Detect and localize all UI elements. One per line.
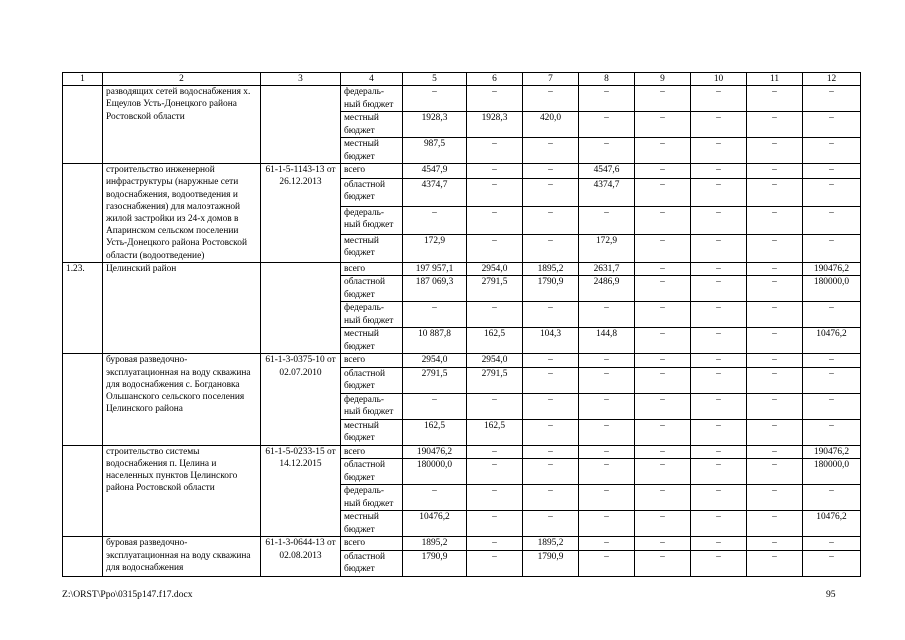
value-cell: 2954,0 (467, 354, 523, 368)
value-cell: 180000,0 (803, 459, 861, 485)
header-cell: 11 (747, 73, 803, 86)
value-cell: – (403, 86, 467, 112)
value-cell: – (467, 234, 523, 262)
value-cell: – (635, 511, 691, 537)
value-cell: – (467, 393, 523, 419)
budget-label: областной бюджет (341, 367, 403, 393)
value-cell: – (803, 206, 861, 234)
value-cell: – (579, 367, 635, 393)
value-cell: – (579, 354, 635, 368)
value-cell: – (691, 537, 747, 551)
budget-label: всего (341, 164, 403, 179)
budget-label: всего (341, 445, 403, 459)
value-cell: – (635, 419, 691, 445)
value-cell: – (747, 206, 803, 234)
value-cell: – (747, 459, 803, 485)
value-cell: – (467, 86, 523, 112)
value-cell: – (803, 178, 861, 206)
value-cell: – (523, 419, 579, 445)
item-description: строительство инженерной инфраструктуры (наружные сети водоснабжения, водоотведения и газоснабжения) для малоэтажной жилой застройки из 24-х домов в Апаринском сельском поселении Усть-Донецкого района Ростовской области (водоотведение) (103, 164, 261, 263)
value-cell: – (523, 393, 579, 419)
value-cell: 2954,0 (403, 354, 467, 368)
value-cell: 162,5 (467, 328, 523, 354)
value-cell: – (579, 393, 635, 419)
value-cell: – (579, 445, 635, 459)
table-row (63, 445, 861, 459)
value-cell: – (747, 328, 803, 354)
item-document: 61-1-3-0644-13 от 02.08.2013 (261, 537, 341, 577)
value-cell: – (747, 112, 803, 138)
value-cell: 10476,2 (803, 328, 861, 354)
item-number (63, 445, 103, 537)
item-description: строительство системы водоснабжения п. Целина и населенных пунктов Целинского района Ростовской области (103, 445, 261, 537)
value-cell: 2791,5 (403, 367, 467, 393)
budget-label: федераль-ный бюджет (341, 206, 403, 234)
value-cell: 2954,0 (467, 262, 523, 276)
value-cell: – (467, 511, 523, 537)
table-row (63, 164, 861, 179)
value-cell: – (635, 302, 691, 328)
table-row (63, 354, 861, 368)
value-cell: – (523, 459, 579, 485)
value-cell: – (579, 511, 635, 537)
value-cell: – (467, 550, 523, 576)
value-cell: – (691, 138, 747, 164)
value-cell: – (635, 138, 691, 164)
value-cell: – (747, 354, 803, 368)
value-cell: – (747, 511, 803, 537)
value-cell: – (579, 550, 635, 576)
value-cell: – (635, 485, 691, 511)
header-cell: 1 (63, 73, 103, 86)
value-cell: 1790,9 (523, 276, 579, 302)
file-path: Z:\ORST\Ppo\0315p147.f17.docx (62, 589, 193, 600)
value-cell: – (747, 550, 803, 576)
value-cell: – (747, 445, 803, 459)
table-row (63, 86, 861, 112)
value-cell: – (747, 485, 803, 511)
budget-label: всего (341, 537, 403, 551)
value-cell: – (803, 419, 861, 445)
value-cell: – (467, 178, 523, 206)
header-cell: 10 (691, 73, 747, 86)
value-cell: – (803, 302, 861, 328)
value-cell: – (579, 537, 635, 551)
value-cell: – (635, 445, 691, 459)
header-cell: 8 (579, 73, 635, 86)
value-cell: – (579, 86, 635, 112)
item-number (63, 86, 103, 164)
budget-label: областной бюджет (341, 276, 403, 302)
value-cell: – (747, 164, 803, 179)
value-cell: – (803, 138, 861, 164)
header-cell: 5 (403, 73, 467, 86)
value-cell: – (523, 138, 579, 164)
value-cell: – (747, 178, 803, 206)
value-cell: 172,9 (403, 234, 467, 262)
value-cell: – (691, 276, 747, 302)
value-cell: – (635, 459, 691, 485)
value-cell: 190476,2 (803, 262, 861, 276)
value-cell: – (691, 550, 747, 576)
budget-label: областной бюджет (341, 459, 403, 485)
header-cell: 6 (467, 73, 523, 86)
value-cell: 162,5 (403, 419, 467, 445)
value-cell: – (803, 537, 861, 551)
value-cell: – (747, 537, 803, 551)
header-cell: 7 (523, 73, 579, 86)
value-cell: 4374,7 (579, 178, 635, 206)
header-row (63, 73, 861, 86)
value-cell: – (691, 302, 747, 328)
value-cell: – (635, 234, 691, 262)
budget-label: федераль-ный бюджет (341, 86, 403, 112)
value-cell: – (747, 419, 803, 445)
value-cell: – (747, 234, 803, 262)
value-cell: – (523, 86, 579, 112)
budget-label: местный бюджет (341, 328, 403, 354)
value-cell: – (747, 302, 803, 328)
value-cell: – (803, 354, 861, 368)
value-cell: – (747, 262, 803, 276)
value-cell: – (691, 178, 747, 206)
budget-label: федераль-ный бюджет (341, 393, 403, 419)
value-cell: 4547,9 (403, 164, 467, 179)
budget-table (62, 72, 861, 577)
value-cell: – (523, 445, 579, 459)
page-number: 95 (826, 589, 836, 600)
value-cell: – (579, 302, 635, 328)
value-cell: 190476,2 (403, 445, 467, 459)
value-cell: – (579, 459, 635, 485)
value-cell: 144,8 (579, 328, 635, 354)
value-cell: – (803, 485, 861, 511)
value-cell: 190476,2 (803, 445, 861, 459)
value-cell: 10476,2 (803, 511, 861, 537)
value-cell: – (803, 393, 861, 419)
value-cell: 162,5 (467, 419, 523, 445)
value-cell: 180000,0 (403, 459, 467, 485)
value-cell: – (467, 445, 523, 459)
value-cell: 2631,7 (579, 262, 635, 276)
header-cell: 3 (261, 73, 341, 86)
value-cell: 1790,9 (523, 550, 579, 576)
budget-label: местный бюджет (341, 234, 403, 262)
item-document: 61-1-3-0375-10 от 02.07.2010 (261, 354, 341, 446)
item-document (261, 86, 341, 164)
value-cell: – (803, 234, 861, 262)
value-cell: 420,0 (523, 112, 579, 138)
value-cell: 180000,0 (803, 276, 861, 302)
value-cell: – (635, 164, 691, 179)
value-cell: – (803, 367, 861, 393)
value-cell: – (523, 511, 579, 537)
value-cell: 197 957,1 (403, 262, 467, 276)
value-cell: – (403, 393, 467, 419)
value-cell: – (579, 419, 635, 445)
item-description: Целинский район (103, 262, 261, 354)
value-cell: 1928,3 (403, 112, 467, 138)
value-cell: – (691, 511, 747, 537)
value-cell: – (635, 328, 691, 354)
value-cell: – (635, 393, 691, 419)
value-cell: – (691, 112, 747, 138)
item-description: буровая разведочно-эксплуатационная на воду скважина для водоснабжения (103, 537, 261, 577)
value-cell: – (691, 393, 747, 419)
item-document: 61-1-5-1143-13 от 26.12.2013 (261, 164, 341, 263)
budget-label: всего (341, 262, 403, 276)
value-cell: – (691, 164, 747, 179)
item-number (63, 354, 103, 446)
table-row (63, 537, 861, 551)
value-cell: – (523, 178, 579, 206)
value-cell: – (747, 393, 803, 419)
value-cell: 987,5 (403, 138, 467, 164)
header-cell: 2 (103, 73, 261, 86)
value-cell: 1895,2 (403, 537, 467, 551)
value-cell: 2791,5 (467, 367, 523, 393)
value-cell: – (523, 234, 579, 262)
budget-label: местный бюджет (341, 112, 403, 138)
item-description: разводящих сетей водоснабжения х. Ещеулов Усть-Донецкого района Ростовской области (103, 86, 261, 164)
value-cell: – (635, 276, 691, 302)
value-cell: – (691, 354, 747, 368)
budget-label: всего (341, 354, 403, 368)
item-number (63, 164, 103, 263)
header-cell: 4 (341, 73, 403, 86)
item-number: 1.23. (63, 262, 103, 354)
item-document: 61-1-5-0233-15 от 14.12.2015 (261, 445, 341, 537)
value-cell: 4547,6 (579, 164, 635, 179)
value-cell: – (579, 138, 635, 164)
value-cell: – (467, 485, 523, 511)
value-cell: – (691, 445, 747, 459)
item-description: буровая разведочно-эксплуатационная на воду скважина для водоснабжения с. Богдановка Ольшанского сельского поселения Целинского района (103, 354, 261, 446)
budget-label: местный бюджет (341, 511, 403, 537)
value-cell: – (467, 537, 523, 551)
value-cell: 2791,5 (467, 276, 523, 302)
value-cell: – (403, 485, 467, 511)
value-cell: – (747, 276, 803, 302)
value-cell: 10 887,8 (403, 328, 467, 354)
item-number (63, 537, 103, 577)
value-cell: – (403, 206, 467, 234)
value-cell: – (579, 112, 635, 138)
value-cell: – (523, 485, 579, 511)
value-cell: – (691, 485, 747, 511)
value-cell: – (691, 262, 747, 276)
value-cell: – (403, 302, 467, 328)
value-cell: – (691, 234, 747, 262)
value-cell: – (747, 367, 803, 393)
value-cell: – (691, 419, 747, 445)
value-cell: 172,9 (579, 234, 635, 262)
budget-label: местный бюджет (341, 419, 403, 445)
value-cell: – (635, 86, 691, 112)
header-cell: 9 (635, 73, 691, 86)
value-cell: 1928,3 (467, 112, 523, 138)
value-cell: – (579, 485, 635, 511)
value-cell: – (467, 138, 523, 164)
value-cell: – (747, 138, 803, 164)
value-cell: 1790,9 (403, 550, 467, 576)
value-cell: – (635, 112, 691, 138)
value-cell: – (635, 206, 691, 234)
value-cell: 2486,9 (579, 276, 635, 302)
value-cell: – (803, 112, 861, 138)
value-cell: – (523, 302, 579, 328)
value-cell: 1895,2 (523, 262, 579, 276)
value-cell: – (691, 86, 747, 112)
table-row (63, 262, 861, 276)
value-cell: 104,3 (523, 328, 579, 354)
value-cell: – (803, 550, 861, 576)
value-cell: – (523, 164, 579, 179)
value-cell: – (635, 354, 691, 368)
budget-label: федераль-ный бюджет (341, 302, 403, 328)
value-cell: – (467, 164, 523, 179)
value-cell: – (635, 262, 691, 276)
value-cell: – (467, 459, 523, 485)
budget-label: местный бюджет (341, 138, 403, 164)
value-cell: – (523, 354, 579, 368)
value-cell: – (635, 550, 691, 576)
budget-label: областной бюджет (341, 178, 403, 206)
item-document (261, 262, 341, 354)
value-cell: – (691, 206, 747, 234)
value-cell: – (467, 206, 523, 234)
value-cell: – (691, 328, 747, 354)
value-cell: 1895,2 (523, 537, 579, 551)
value-cell: – (635, 537, 691, 551)
value-cell: – (747, 86, 803, 112)
budget-label: областной бюджет (341, 550, 403, 576)
value-cell: – (803, 86, 861, 112)
budget-label: федераль-ный бюджет (341, 485, 403, 511)
value-cell: – (523, 367, 579, 393)
value-cell: – (691, 459, 747, 485)
value-cell: – (635, 367, 691, 393)
value-cell: – (691, 367, 747, 393)
header-cell: 12 (803, 73, 861, 86)
value-cell: 187 069,3 (403, 276, 467, 302)
value-cell: 10476,2 (403, 511, 467, 537)
value-cell: – (579, 206, 635, 234)
value-cell: – (635, 178, 691, 206)
value-cell: – (467, 302, 523, 328)
value-cell: – (523, 206, 579, 234)
value-cell: – (803, 164, 861, 179)
value-cell: 4374,7 (403, 178, 467, 206)
